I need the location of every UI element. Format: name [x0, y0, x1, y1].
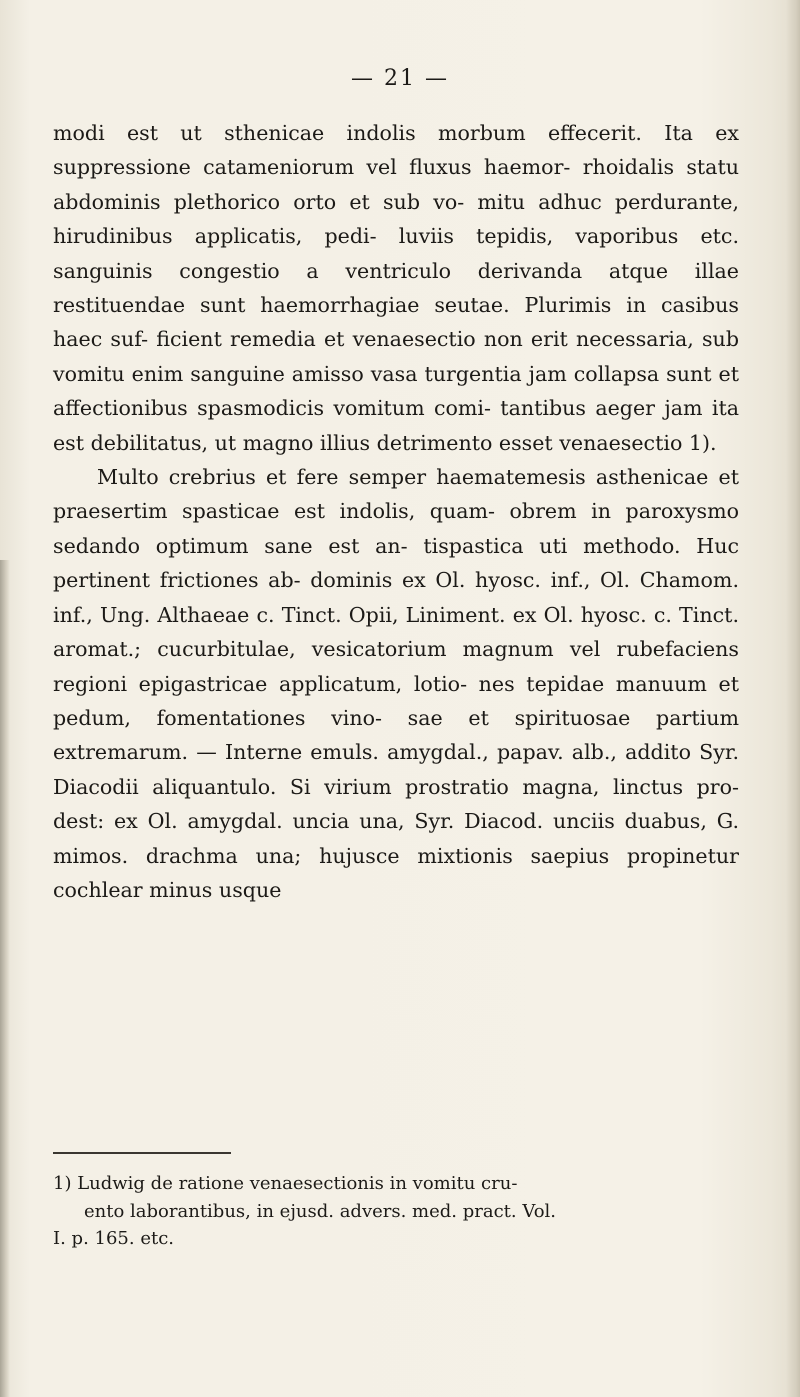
footnote-line-3: I. p. 165. etc.	[53, 1228, 175, 1250]
paragraph-2: Multo crebrius et fere semper haematemesis asthenicae et praesertim spasticae est indolis, quam- obrem in paroxysmo sedando optimum sane est an- tispastica uti methodo. Huc pertinent frictiones ab- dominis ex Ol. hyosc. inf., Ol. Chamom. inf., Ung. Althaeae c. Tinct. Opii, Liniment. ex Ol. hyosc. c. Tinct. aromat.; cucurbitulae, vesicatorium magnum vel rubefaciens regioni epigastricae applicatum, lotio- nes tepidae manuum et pedum, fomentationes vino- sae et spirituosae partium extremarum. — Interne emuls. amygdal., papav. alb., addito Syr. Diacodii aliquantulo. Si virium prostratio magna, linctus pro- dest: ex Ol. amygdal. uncia una, Syr. Diacod. unciis duabus, G. mimos. drachma una; hujusce mixtionis saepius propinetur cochlear minus usque	[53, 465, 739, 902]
page-edge-shadow	[786, 0, 800, 1397]
paragraph-1: modi est ut sthenicae indolis morbum effecerit. Ita ex suppressione catameniorum vel fluxus haemor- rhoidalis statu abdominis plethorico orto et sub vo- mitu adhuc perdurante, hirudinibus applicatis, pedi- luviis tepidis, vaporibus etc. sanguinis congestio a ventriculo derivanda atque illae restituendae sunt haemorrhagiae seutae. Plurimis in casibus haec suf- ficient remedia et venaesectio non erit necessaria, sub vomitu enim sanguine amisso vasa turgentia jam collapsa sunt et affectionibus spasmodicis vomitum comi- tantibus aeger jam ita est debilitatus, ut magno illius detrimento esset venaesectio 1).	[53, 121, 739, 455]
main-text	[53, 116, 739, 907]
footnote	[53, 1170, 743, 1253]
footnote-line-2: ento laborantibus, in ejusd. advers. med. pract. Vol.	[84, 1200, 557, 1222]
page-number-header: — 21 —	[351, 66, 449, 91]
footnote-separator	[53, 1152, 231, 1154]
page-gutter-shadow	[0, 560, 10, 1397]
footnote-line-1: 1) Ludwig de ratione venaesectionis in vomitu cru-	[53, 1173, 518, 1194]
